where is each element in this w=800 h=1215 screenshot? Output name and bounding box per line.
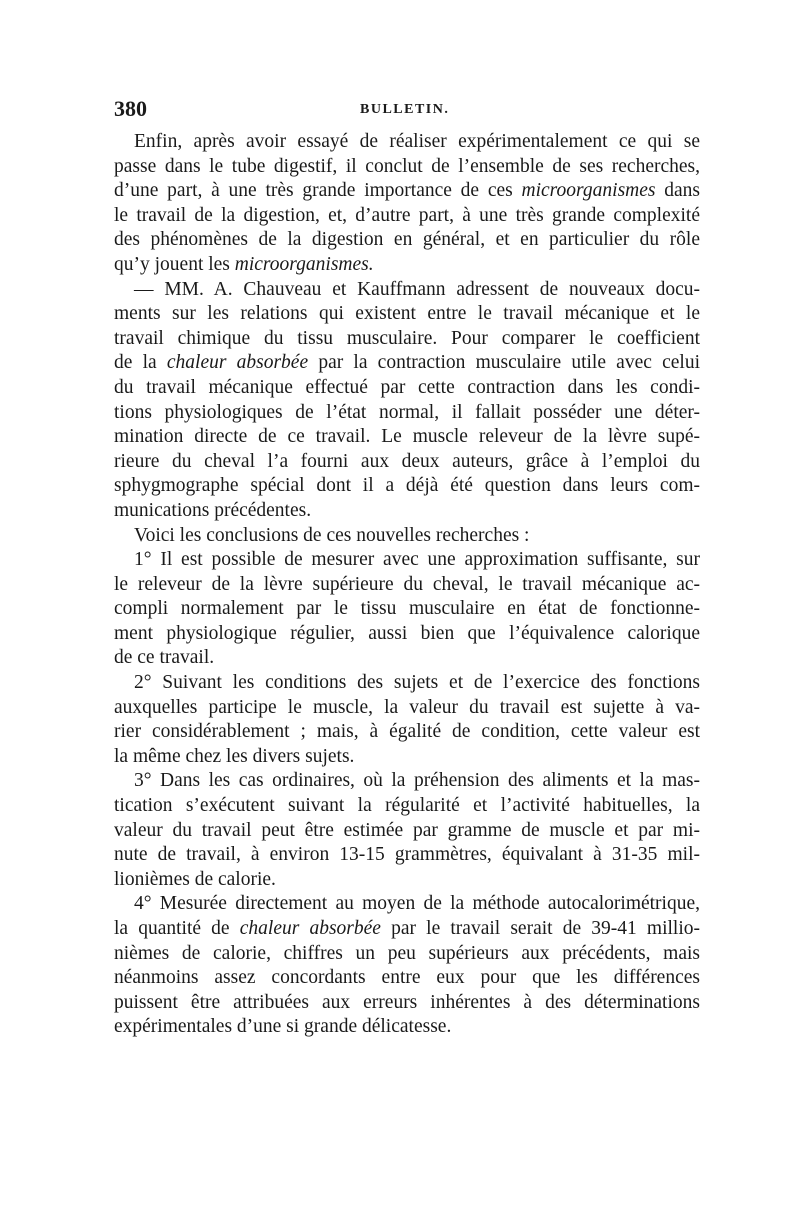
paragraph — [114, 524, 700, 549]
text-line — [114, 351, 700, 376]
text-run: — MM. A. Chauveau et Kauffmann adressent de nouveaux docu- — [134, 278, 700, 300]
text-line — [114, 671, 700, 696]
text-run: de ce travail. — [114, 647, 215, 669]
text-run: sphygmographe spécial dont il a déjà été question dans leurs com- — [114, 475, 700, 497]
page-header — [114, 96, 700, 126]
text-line — [114, 1015, 700, 1040]
text-run: nute de travail, à environ 13-15 grammètres, équivalant à 31-35 mil- — [114, 844, 700, 866]
text-run: mination directe de ce travail. Le muscle releveur de la lèvre supé- — [114, 426, 700, 448]
text-run: 2° Suivant les conditions des sujets et de l’exercice des fonctions — [134, 672, 700, 694]
italic-text: microorganismes — [521, 180, 656, 202]
text-run: ment physiologique régulier, aussi bien que l’équivalence calorique — [114, 622, 700, 644]
text-line — [114, 696, 700, 721]
text-run: Voici les conclusions de ces nouvelles recherches : — [134, 524, 530, 546]
text-line — [114, 991, 700, 1016]
text-line — [114, 966, 700, 991]
text-line — [114, 573, 700, 598]
text-run: rieure du cheval l’a fourni aux deux auteurs, grâce à l’emploi du — [114, 450, 700, 472]
text-line — [114, 401, 700, 426]
text-line — [114, 917, 700, 942]
text-run: qu’y jouent les — [114, 253, 235, 275]
text-run: tions physiologiques de l’état normal, il fallait posséder une déter- — [114, 401, 700, 423]
text-run: lionièmes de calorie. — [114, 868, 276, 890]
paragraph — [114, 892, 700, 1040]
text-line — [114, 425, 700, 450]
paragraph — [114, 548, 700, 671]
text-line — [114, 597, 700, 622]
text-line — [114, 548, 700, 573]
text-line — [114, 720, 700, 745]
text-run: compli normalement par le tissu musculaire en état de fonctionne- — [114, 598, 700, 620]
text-run: 4° Mesurée directement au moyen de la méthode autocalorimétrique, — [134, 893, 700, 915]
text-run: la même chez les divers sujets. — [114, 745, 355, 767]
text-line — [114, 892, 700, 917]
text-line — [114, 843, 700, 868]
italic-text: chaleur absorbée — [239, 918, 381, 939]
paragraph — [114, 278, 700, 524]
text-line — [114, 942, 700, 967]
text-run: des phénomènes de la digestion en général, et en particulier du rôle — [114, 229, 700, 251]
text-run: munications précédentes. — [114, 499, 312, 521]
text-run: travail chimique du tissu musculaire. Pour comparer le coefficient — [114, 327, 700, 349]
text-line — [114, 868, 700, 893]
text-line — [114, 794, 700, 819]
text-run: valeur du travail peut être estimée par gramme de muscle et par mi- — [114, 819, 700, 841]
text-run: le releveur de la lèvre supérieure du cheval, le travail mécanique ac- — [114, 573, 700, 595]
text-run: néanmoins assez concordants entre eux pour que les différences — [114, 967, 700, 989]
text-line — [114, 524, 700, 549]
text-line — [114, 302, 700, 327]
text-line — [114, 745, 700, 770]
text-run: la quantité de — [114, 918, 240, 939]
text-run: ments sur les relations qui existent entre le travail mécanique et le — [114, 303, 700, 325]
text-line — [114, 450, 700, 475]
text-line — [114, 769, 700, 794]
text-run: d’une part, à une très grande importance de ces — [114, 180, 522, 202]
text-line — [114, 327, 700, 352]
text-run: dans — [655, 180, 700, 202]
text-line — [114, 278, 700, 303]
text-run: passe dans le tube digestif, il conclut de l’ensemble de ses recherches, — [114, 155, 700, 177]
text-line — [114, 130, 700, 155]
text-line — [114, 155, 700, 180]
running-title: BULLETIN. — [360, 102, 450, 117]
text-line — [114, 622, 700, 647]
text-line — [114, 376, 700, 401]
text-line — [114, 228, 700, 253]
paragraph — [114, 671, 700, 769]
text-run: rier considérablement ; mais, à égalité de condition, cette valeur est — [114, 721, 700, 743]
italic-text: microorganismes. — [234, 253, 374, 275]
text-run: 3° Dans les cas ordinaires, où la préhension des aliments et la mas- — [134, 770, 700, 792]
text-line — [114, 646, 700, 671]
text-run: du travail mécanique effectué par cette contraction dans les condi- — [114, 376, 700, 398]
italic-text: chaleur absorbée — [166, 352, 309, 374]
text-run: Enfin, après avoir essayé de réaliser expérimentalement ce qui se — [134, 131, 700, 152]
text-run: par le travail serait de 39-41 millio- — [380, 918, 700, 939]
text-line — [114, 204, 700, 229]
paragraph — [114, 130, 700, 278]
text-run: tication s’exécutent suivant la régularité et l’activité habituelles, la — [114, 795, 700, 817]
text-run: par la contraction musculaire utile avec celui — [308, 352, 700, 374]
text-line — [114, 179, 700, 204]
text-line — [114, 819, 700, 844]
text-run: puissent être attribuées aux erreurs inhérentes à des déterminations — [114, 991, 700, 1013]
text-line — [114, 499, 700, 524]
text-run: 1° Il est possible de mesurer avec une approximation suffisante, sur — [134, 549, 700, 571]
text-run: de la — [114, 352, 167, 374]
page-number: 380 — [114, 96, 147, 121]
paragraph — [114, 769, 700, 892]
text-run: expérimentales d’une si grande délicatesse. — [114, 1016, 452, 1038]
text-line — [114, 474, 700, 499]
body-text — [114, 130, 700, 1040]
text-run: le travail de la digestion, et, d’autre part, à une très grande complexité — [114, 204, 700, 226]
text-run: nièmes de calorie, chiffres un peu supérieurs aux précédents, mais — [114, 942, 700, 964]
text-run: auxquelles participe le muscle, la valeur du travail est sujette à va- — [114, 696, 700, 718]
text-line — [114, 253, 700, 278]
